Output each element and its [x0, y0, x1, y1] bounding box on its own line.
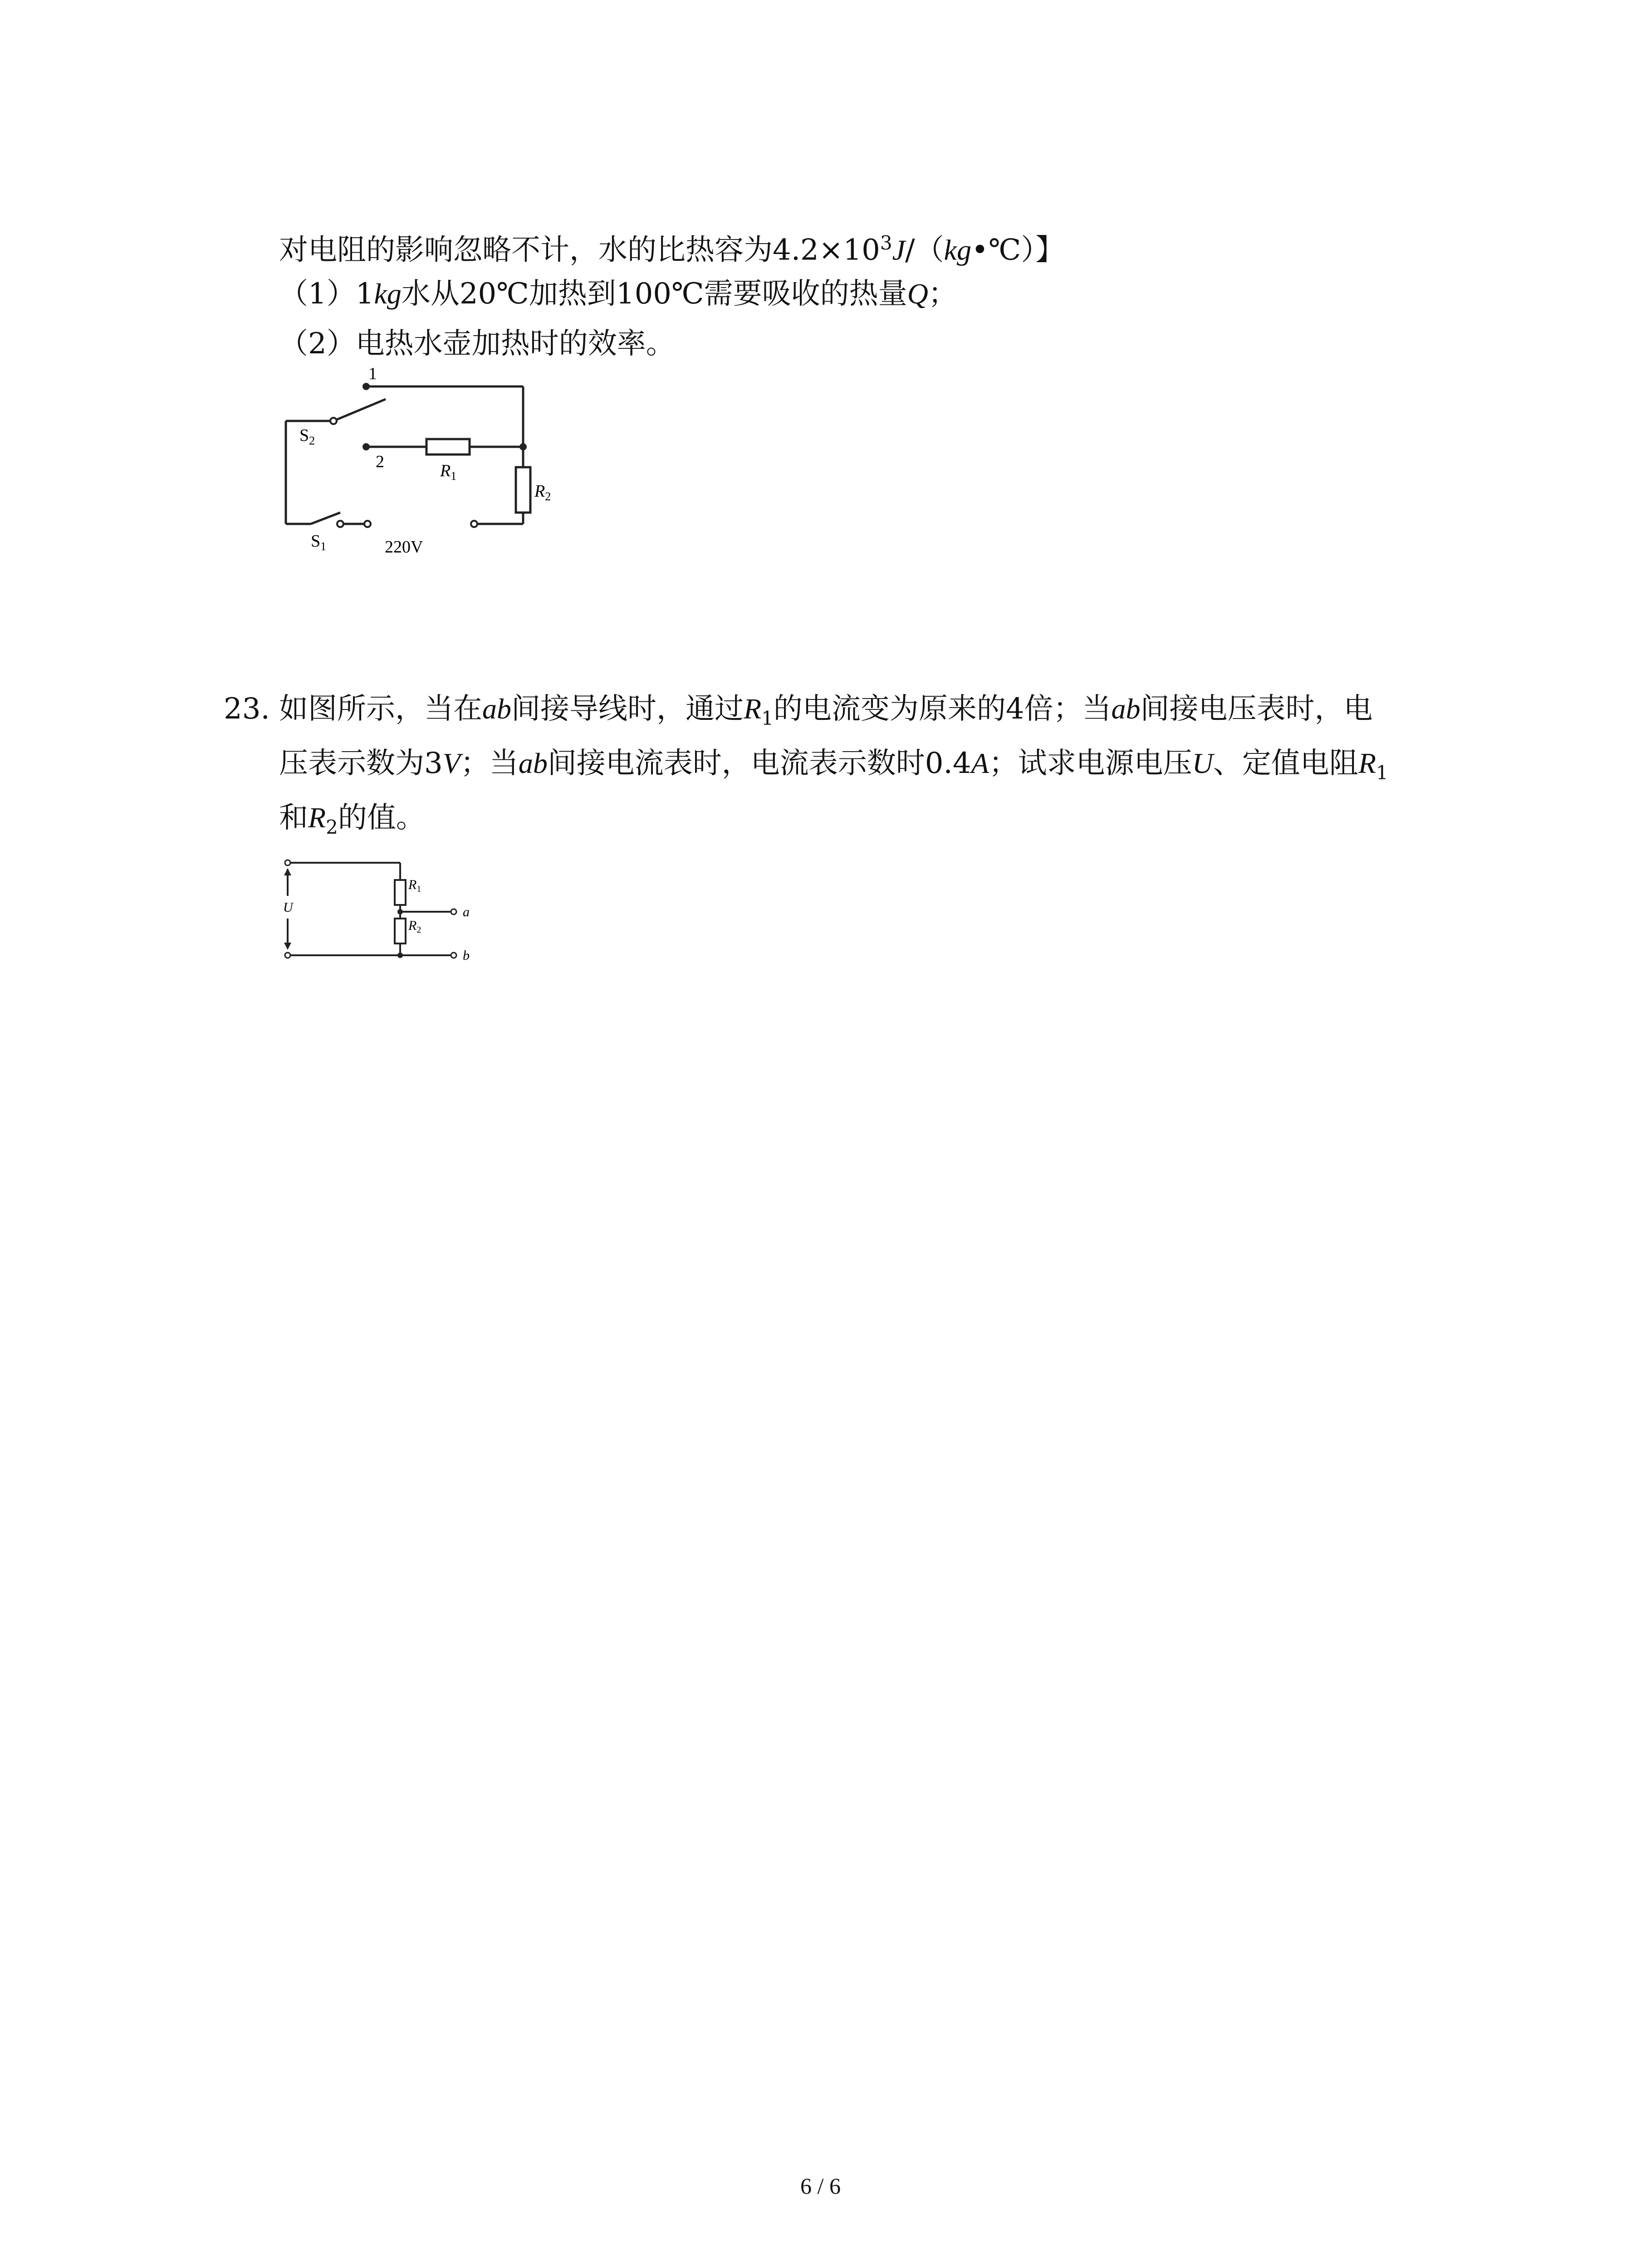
q22-line1-text-b: /（	[905, 233, 944, 267]
q22-part1-kg: kg	[374, 278, 402, 310]
q23-line3-text-b: 的值。	[338, 801, 425, 835]
q22-part1-q: Q	[907, 278, 928, 310]
q23-circuit-diagram	[277, 853, 485, 966]
q23-line2-text-d: ；试求电源电压	[989, 747, 1192, 780]
q22-line1-text-c: •℃）】	[971, 233, 1065, 267]
q23-line1-text-b: 间接导线时，通过	[511, 692, 744, 726]
q22-part2: （2）电热水壶加热时的效率。	[279, 327, 675, 361]
q23-number: 23.	[224, 692, 270, 726]
q23-fig-label-a: a	[463, 904, 470, 919]
q23-line1-r-sub: 1	[761, 707, 774, 729]
q23-line1-ab1: ab	[482, 693, 511, 725]
q23-line3-r: R	[308, 802, 326, 834]
q23-line1	[279, 687, 1373, 740]
q22-fig-label-s2: $S_2$	[299, 426, 315, 447]
q23-fig-label-r1: $R_1$	[408, 877, 421, 894]
q23-line1-ab2: ab	[1111, 693, 1141, 725]
q23-line2-v: V	[442, 747, 460, 779]
q22-line1-sup: 3	[880, 232, 892, 254]
q23-line1-r: R	[744, 693, 762, 725]
q23-line2-ab: ab	[518, 747, 548, 779]
q23-line2-r: R	[1358, 747, 1376, 779]
q22-fig-label-r2: $R_2$	[534, 482, 551, 503]
q23-line1-text-d: 间接电压表时，电	[1140, 692, 1373, 726]
q22-fig-label-s1: $S_1$	[311, 532, 327, 553]
q23-fig-label-b: b	[463, 948, 470, 963]
q22-part1	[279, 272, 957, 316]
q23-line1-text-c: 的电流变为原来的4倍；当	[773, 692, 1112, 726]
q22-line1	[279, 221, 1064, 272]
q23-fig-label-r2: $R_2$	[408, 918, 421, 935]
q23-line3	[279, 796, 425, 849]
q22-fig-label-voltage: 220V	[385, 538, 423, 557]
q22-part1-text-b: 水从20℃加热到100℃需要吸收的热量	[401, 277, 907, 311]
q23-line2-text-e: 、定值电阻	[1213, 747, 1358, 780]
q22-line1-unit-kg: kg	[944, 234, 971, 266]
q22-line1-unit-j: J	[892, 234, 905, 266]
q23-line3-text-a: 和	[279, 801, 308, 835]
q23-line2-r-sub: 1	[1376, 761, 1388, 784]
page-number: 6 / 6	[800, 2173, 841, 2199]
q22-part1-text-c: ；	[928, 277, 957, 311]
q22-part1-text-a: （1）1	[279, 277, 374, 311]
q23-line2-text-b: ；当	[460, 747, 519, 780]
q23-line2-text-c: 间接电流表时，电流表示数时0.4	[547, 747, 971, 780]
q23-fig-label-u: U	[283, 900, 293, 915]
q22-fig-label-2: 2	[376, 452, 384, 471]
q23-line2-amp: A	[971, 747, 989, 779]
q22-line1-text-a: 对电阻的影响忽略不计，水的比热容为4.2×10	[279, 233, 880, 267]
q22-fig-label-1: 1	[368, 364, 377, 383]
q23-line2-text-a: 压表示数为3	[279, 747, 443, 780]
q23-line2	[279, 742, 1388, 795]
q23-line1-text-a: 如图所示，当在	[279, 692, 482, 726]
q23-line3-r-sub: 2	[326, 816, 338, 838]
q22-fig-label-r1: $R_1$	[440, 461, 457, 483]
q23-line2-u: U	[1192, 747, 1213, 779]
q22-circuit-diagram	[272, 363, 554, 572]
